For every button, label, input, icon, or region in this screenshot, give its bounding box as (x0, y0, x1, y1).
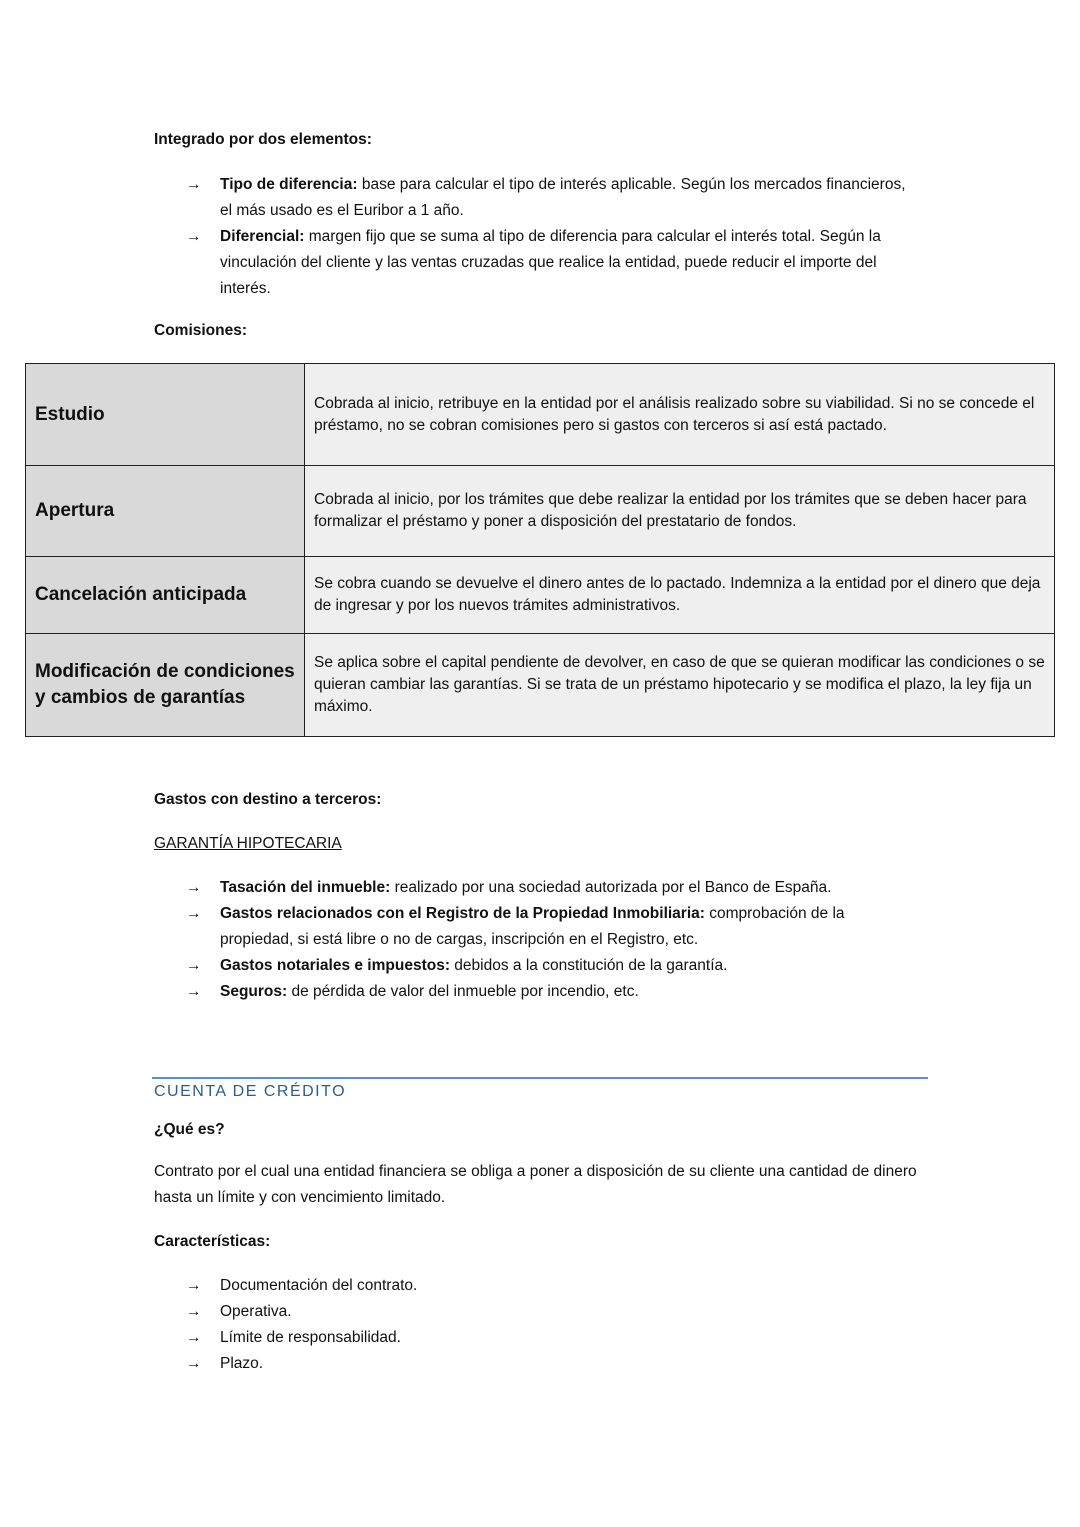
section-divider (152, 1077, 928, 1079)
item-text: debidos a la constitución de la garantía. (450, 957, 728, 974)
arrow-icon: → (186, 983, 202, 1000)
item-text: Plazo. (220, 1355, 264, 1372)
comisiones-table (25, 363, 1055, 737)
features-list (186, 1273, 926, 1377)
item-term: Gastos relacionados con el Registro de la Propiedad Inmobiliaria: (220, 905, 705, 922)
item-text: de pérdida de valor del inmueble por incendio, etc. (287, 983, 639, 1000)
arrow-icon: → (186, 905, 202, 922)
row-name: Modificación de condiciones y cambios de garantías (26, 634, 305, 737)
garantia-subheading: GARANTÍA HIPOTECARIA (154, 835, 342, 852)
arrow-icon: → (186, 1277, 202, 1294)
list-item (186, 1299, 926, 1325)
list-item (186, 1351, 926, 1377)
list-item (186, 224, 906, 302)
gastos-list (186, 875, 886, 1005)
arrow-icon: → (186, 176, 202, 193)
list-item (186, 875, 886, 901)
arrow-icon: → (186, 1355, 202, 1372)
list-item (186, 172, 906, 224)
section-title: CUENTA DE CRÉDITO (154, 1083, 347, 1100)
row-name: Estudio (26, 364, 305, 466)
arrow-icon: → (186, 1329, 202, 1346)
list-item (186, 1325, 926, 1351)
item-term: Seguros: (220, 983, 288, 1000)
item-text: realizado por una sociedad autorizada por el Banco de España. (390, 879, 832, 896)
gastos-heading: Gastos con destino a terceros: (154, 791, 382, 808)
list-item (186, 979, 886, 1005)
arrow-icon: → (186, 879, 202, 896)
item-text: margen fijo que se suma al tipo de diferencia para calcular el interés total. Según la vinculación del cliente y las ventas cruzadas que realice la entidad, puede reducir el importe del interés. (220, 228, 881, 297)
row-name: Cancelación anticipada (26, 557, 305, 634)
arrow-icon: → (186, 957, 202, 974)
arrow-icon: → (186, 228, 202, 245)
item-text: Operativa. (220, 1303, 292, 1320)
intro-list (186, 172, 906, 302)
item-text: comprobación de la propiedad, si está libre o no de cargas, inscripción en el Registro, etc. (220, 905, 845, 948)
item-term: Gastos notariales e impuestos: (220, 957, 450, 974)
item-text: base para calcular el tipo de interés aplicable. Según los mercados financieros, el más usado es el Euribor a 1 año. (220, 176, 906, 219)
list-item (186, 1273, 926, 1299)
list-item (186, 953, 886, 979)
table-row (26, 364, 1055, 466)
table-row (26, 634, 1055, 737)
item-term: Tipo de diferencia: (220, 176, 358, 193)
row-desc: Cobrada al inicio, retribuye en la entidad por el análisis realizado sobre su viabilidad. Si no se concede el préstamo, no se cobran comisiones pero si gastos con terceros si así está pactado. (305, 364, 1055, 466)
table-row (26, 466, 1055, 557)
question-heading: ¿Qué es? (154, 1121, 225, 1138)
item-text: Documentación del contrato. (220, 1277, 418, 1294)
features-heading: Características: (154, 1233, 271, 1250)
item-term: Tasación del inmueble: (220, 879, 391, 896)
intro-heading: Integrado por dos elementos: (154, 131, 372, 148)
table-row (26, 557, 1055, 634)
item-text: Límite de responsabilidad. (220, 1329, 401, 1346)
arrow-icon: → (186, 1303, 202, 1320)
list-item (186, 901, 886, 953)
row-desc: Cobrada al inicio, por los trámites que debe realizar la entidad por los trámites que se deben hacer para formalizar el préstamo y poner a disposición del prestatario de fondos. (305, 466, 1055, 557)
item-term: Diferencial: (220, 228, 305, 245)
comisiones-heading: Comisiones: (154, 322, 248, 339)
row-desc: Se cobra cuando se devuelve el dinero antes de lo pactado. Indemniza a la entidad por el dinero que deja de ingresar y por los nuevos trámites administrativos. (305, 557, 1055, 634)
row-name: Apertura (26, 466, 305, 557)
row-desc: Se aplica sobre el capital pendiente de devolver, en caso de que se quieran modificar las condiciones o se quieran cambiar las garantías. Si se trata de un préstamo hipotecario y se modifica el plazo, la ley fija un máximo. (305, 634, 1055, 737)
definition-paragraph: Contrato por el cual una entidad financiera se obliga a poner a disposición de su cliente una cantidad de dinero hasta un límite y con vencimiento limitado. (154, 1163, 917, 1206)
